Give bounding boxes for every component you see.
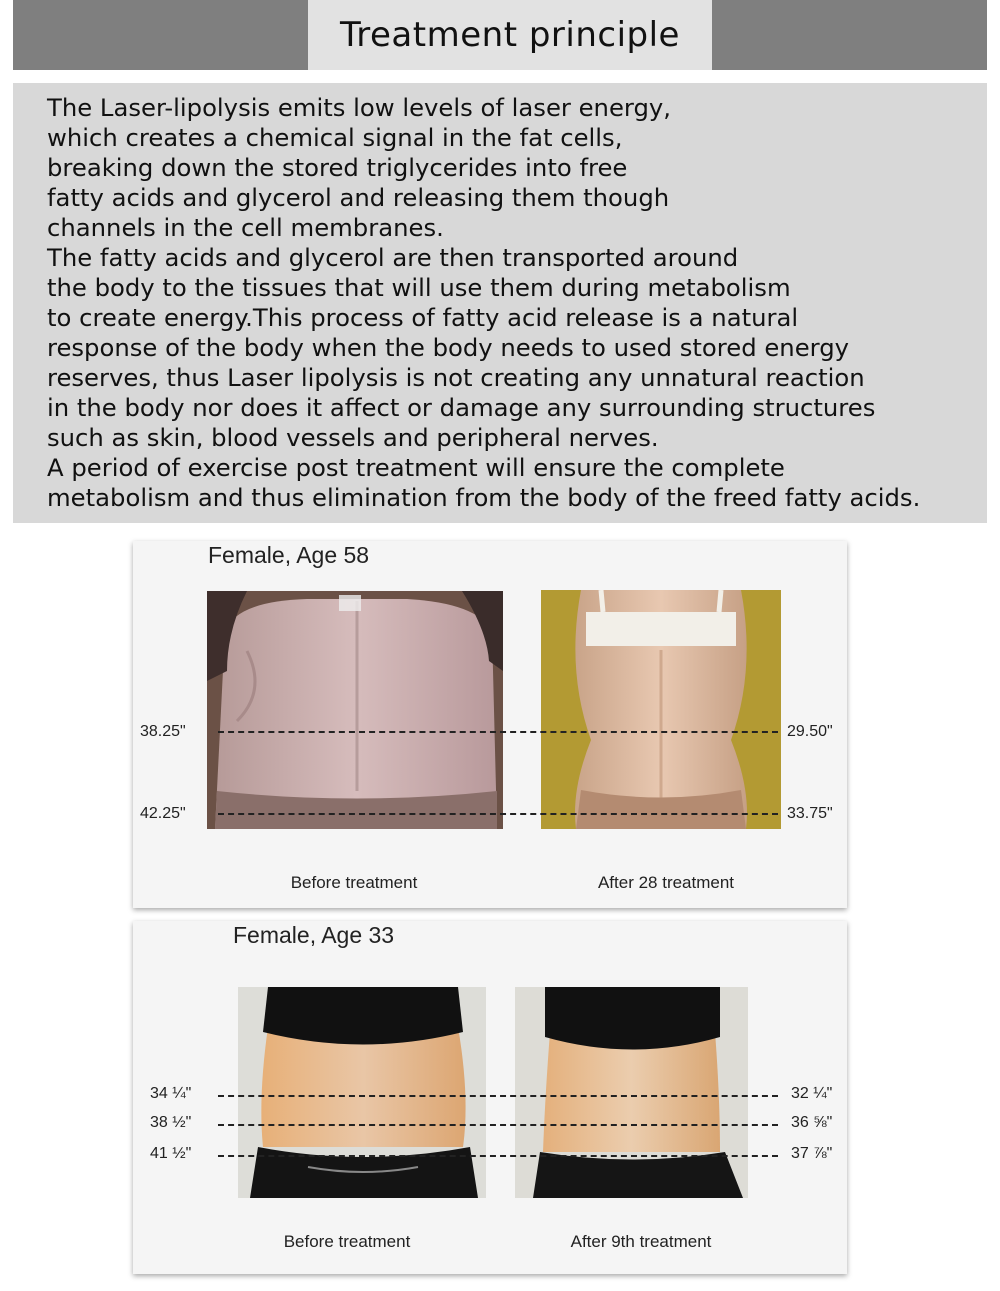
before-measure-upper: 34 ¼" — [150, 1085, 192, 1102]
case1-before-caption: Before treatment — [290, 873, 418, 892]
before-measure-middle: 38 ½" — [150, 1114, 192, 1131]
description-line: reserves, thus Laser lipolysis is not creating any unnatural reaction — [47, 363, 865, 392]
description-line: such as skin, blood vessels and peripheral nerves. — [47, 423, 659, 452]
case1-after-photo — [541, 590, 781, 829]
case1-title: Female, Age 58 — [208, 542, 370, 568]
back-after-image — [515, 987, 748, 1198]
measure-line-upper — [218, 1095, 778, 1097]
description-text — [47, 93, 977, 513]
description-line: breaking down the stored triglycerides into free — [47, 153, 628, 182]
page-title: Treatment principle — [308, 0, 712, 70]
description-line: to create energy.This process of fatty acid release is a natural — [47, 303, 799, 332]
description-line: A period of exercise post treatment will ensure the complete — [47, 453, 785, 482]
case1-after-caption: After 28 treatment — [597, 873, 735, 892]
after-measure-upper: 29.50" — [787, 723, 833, 740]
description-line: in the body nor does it affect or damage any surrounding structures — [47, 393, 876, 422]
measure-line-upper — [218, 731, 778, 733]
after-measure-upper: 32 ¼" — [791, 1085, 833, 1102]
description-line: the body to the tissues that will use them during metabolism — [47, 273, 791, 302]
before-measure-upper: 38.25" — [140, 723, 186, 740]
description-line: metabolism and thus elimination from the body of the freed fatty acids. — [47, 483, 921, 512]
after-measure-middle: 36 ⅝" — [791, 1114, 833, 1131]
case2-before-photo — [238, 987, 486, 1198]
description-line: The fatty acids and glycerol are then transported around — [47, 243, 739, 272]
case2-after-caption: After 9th treatment — [570, 1232, 712, 1251]
case2-panel — [133, 921, 847, 1274]
before-measure-lower: 41 ½" — [150, 1145, 192, 1162]
description-line: which creates a chemical signal in the fat cells, — [47, 123, 623, 152]
case1-panel — [133, 541, 847, 908]
measure-line-lower — [218, 813, 778, 815]
description-line: channels in the cell membranes. — [47, 213, 444, 242]
after-measure-lower: 33.75" — [787, 805, 833, 822]
case2-title: Female, Age 33 — [233, 922, 395, 948]
description-line: The Laser-lipolysis emits low levels of laser energy, — [47, 93, 671, 122]
back-before-image — [238, 987, 486, 1198]
description-line: response of the body when the body needs to used stored energy — [47, 333, 850, 362]
back-before-image — [207, 591, 503, 829]
case2-after-photo — [515, 987, 748, 1198]
case1-before-photo — [207, 591, 503, 829]
back-after-image — [541, 590, 781, 829]
description-line: fatty acids and glycerol and releasing them though — [47, 183, 670, 212]
measure-line-lower — [218, 1155, 778, 1157]
measure-line-middle — [218, 1124, 778, 1126]
before-measure-lower: 42.25" — [140, 805, 186, 822]
case2-before-caption: Before treatment — [283, 1232, 411, 1251]
after-measure-lower: 37 ⅞" — [791, 1145, 833, 1162]
